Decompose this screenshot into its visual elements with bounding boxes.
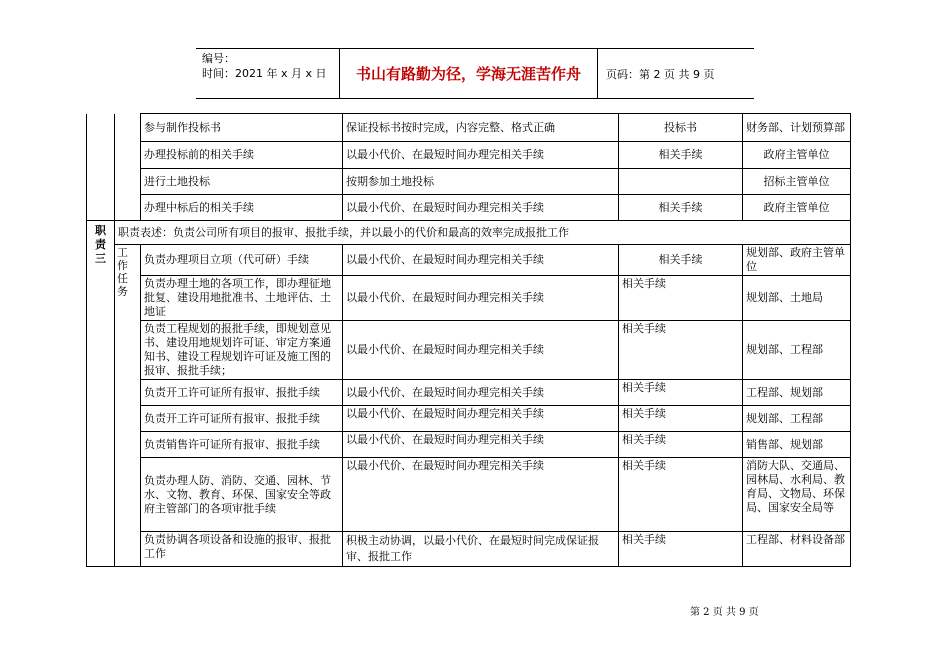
- output-cell: 相关手续: [619, 458, 743, 532]
- standard-cell: 以最小代价、在最短时间办理完相关手续: [343, 406, 619, 432]
- header-info: [196, 49, 339, 98]
- page-footer: 第 2 页 共 9 页: [690, 607, 759, 618]
- page-header: [196, 48, 754, 99]
- task-cell: 参与制作投标书: [141, 114, 343, 142]
- partner-cell: 财务部、计划预算部: [743, 114, 851, 142]
- output-cell: [619, 169, 743, 195]
- standard-cell: 按期参加土地投标: [343, 169, 619, 195]
- section3-description: 职责表述：负责公司所有项目的报审、报批手续，并以最小的代价和最高的效率完成报批工作: [115, 221, 851, 245]
- standard-cell: 以最小代价、在最短时间办理完相关手续: [343, 321, 619, 380]
- table-row: [87, 169, 851, 195]
- output-cell: 相关手续: [619, 532, 743, 567]
- table-row: [87, 195, 851, 221]
- table-row: [87, 380, 851, 406]
- partner-cell: 政府主管单位: [743, 142, 851, 169]
- page-label: 页码：第 2 页 共 9 页: [606, 67, 715, 81]
- standard-cell: 积极主动协调，以最小代价、在最短时间完成保证报审、报批工作: [343, 532, 619, 567]
- section2-task-label-cell: [115, 114, 141, 221]
- task-cell: 负责工程规划的报批手续，即规划意见书、建设用地规划许可证、审定方案通知书、建设工程规划许可证及施工图的报审、报批手续；: [141, 321, 343, 380]
- standard-cell: 以最小代价、在最短时间办理完相关手续: [343, 276, 619, 321]
- task-cell: 负责开工许可证所有报审、报批手续: [141, 406, 343, 432]
- task-cell: 进行土地投标: [141, 169, 343, 195]
- standard-cell: 保证投标书按时完成，内容完整、格式正确: [343, 114, 619, 142]
- output-cell: 相关手续: [619, 406, 743, 432]
- standard-cell: 以最小代价、在最短时间办理完相关手续: [343, 142, 619, 169]
- task-cell: 负责协调各项设备和设施的报审、报批工作: [141, 532, 343, 567]
- table-row: [87, 321, 851, 380]
- output-cell: 相关手续: [619, 321, 743, 380]
- output-cell: 投标书: [619, 114, 743, 142]
- partner-cell: 消防大队、交通局、园林局、水利局、教育局、文物局、环保局、国家安全局等: [743, 458, 851, 532]
- section3-label: 职责三: [87, 221, 115, 567]
- partner-cell: 招标主管单位: [743, 169, 851, 195]
- partner-cell: 规划部、工程部: [743, 406, 851, 432]
- number-label: 编号：: [202, 52, 235, 65]
- partner-cell: 政府主管单位: [743, 195, 851, 221]
- table-row: [87, 142, 851, 169]
- partner-cell: 规划部、政府主管单位: [743, 245, 851, 276]
- task-cell: 办理投标前的相关手续: [141, 142, 343, 169]
- standard-cell: 以最小代价、在最短时间办理完相关手续: [343, 380, 619, 406]
- output-cell: 相关手续: [619, 276, 743, 321]
- output-cell: 相关手续: [619, 245, 743, 276]
- motto: 书山有路勤为径，学海无涯苦作舟: [339, 49, 598, 98]
- standard-cell: 以最小代价、在最短时间办理完相关手续: [343, 458, 619, 532]
- table-row: [87, 458, 851, 532]
- partner-cell: 销售部、规划部: [743, 432, 851, 458]
- standard-cell: 以最小代价、在最短时间办理完相关手续: [343, 245, 619, 276]
- output-cell: 相关手续: [619, 142, 743, 169]
- output-cell: 相关手续: [619, 195, 743, 221]
- table-row: [87, 245, 851, 276]
- standard-cell: 以最小代价、在最短时间办理完相关手续: [343, 432, 619, 458]
- partner-cell: 规划部、土地局: [743, 276, 851, 321]
- date-label: 时间：2021 年 x 月 x 日: [202, 67, 327, 80]
- table-row: [87, 532, 851, 567]
- partner-cell: 工程部、材料设备部: [743, 532, 851, 567]
- output-cell: 相关手续: [619, 380, 743, 406]
- table-row: [87, 276, 851, 321]
- duty-table: [86, 113, 851, 567]
- task-cell: 负责办理项目立项（代可研）手续: [141, 245, 343, 276]
- task-cell: 负责销售许可证所有报审、报批手续: [141, 432, 343, 458]
- task-cell: 办理中标后的相关手续: [141, 195, 343, 221]
- partner-cell: 工程部、规划部: [743, 380, 851, 406]
- table-row: [87, 406, 851, 432]
- task-cell: 负责办理人防、消防、交通、园林、节水、文物、教育、环保、国家安全等政府主管部门的各项审批手续: [141, 458, 343, 532]
- partner-cell: 规划部、工程部: [743, 321, 851, 380]
- table-row: [87, 114, 851, 142]
- table-row: [87, 432, 851, 458]
- standard-cell: 以最小代价、在最短时间办理完相关手续: [343, 195, 619, 221]
- output-cell: 相关手续: [619, 432, 743, 458]
- task-cell: 负责办理土地的各项工作，即办理征地批复、建设用地批准书、土地评估、土地证: [141, 276, 343, 321]
- section2-left-cell: [87, 114, 115, 221]
- task-label: 工作任务: [115, 245, 141, 567]
- task-cell: 负责开工许可证所有报审、报批手续: [141, 380, 343, 406]
- table-row: [87, 221, 851, 245]
